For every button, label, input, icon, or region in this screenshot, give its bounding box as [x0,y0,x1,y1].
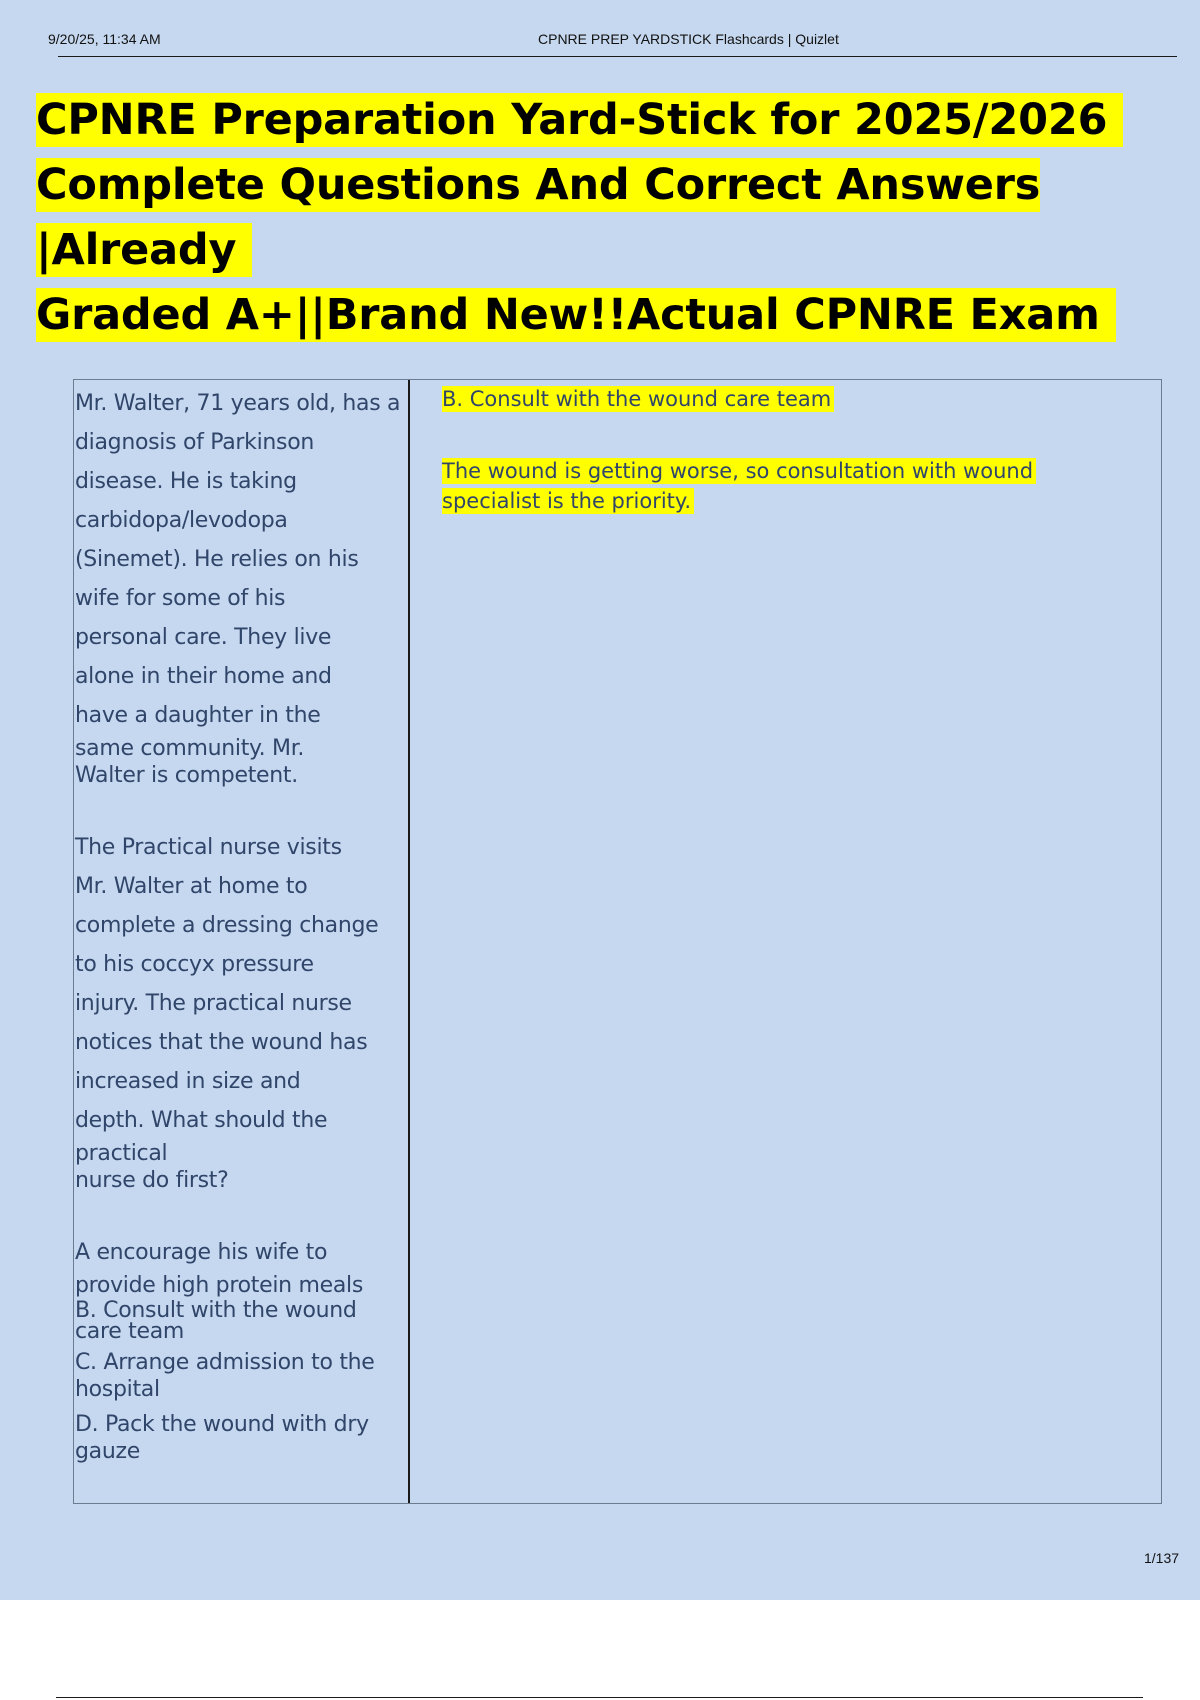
flashcard-definition [410,380,1161,1503]
question-line: notices that the wound has [75,1030,368,1055]
term-line: have a daughter in the [75,703,321,728]
term-line: diagnosis of Parkinson [75,430,315,455]
answer-highlight: B. Consult with the wound care team [442,386,834,412]
title-line-2: Complete Questions And Correct Answers |Already [36,160,1041,275]
rationale-line: specialist is the priority. [442,488,694,514]
option-d-line: D. Pack the wound with dry [75,1412,369,1437]
next-page-divider [56,1697,1143,1698]
option-a-line: A encourage his wife to [75,1240,328,1265]
option-b-line: care team [75,1319,185,1344]
title-line-3: Graded A+||Brand New!!Actual CPNRE Exam [36,288,1116,342]
term-line: Mr. Walter, 71 years old, has a [75,391,401,416]
question-line: nurse do first? [75,1168,229,1193]
page-number: 1/137 [1144,1550,1180,1566]
option-c-line: hospital [75,1377,160,1402]
print-page-title: CPNRE PREP YARDSTICK Flashcards | Quizlet [538,31,839,47]
option-d-line: gauze [75,1439,140,1464]
term-line: wife for some of his [75,586,286,611]
term-line: same community. Mr. [75,736,305,761]
answer-rationale [442,456,1062,516]
term-line: (Sinemet). He relies on his [75,547,359,572]
question-line: injury. The practical nurse [75,991,352,1016]
document-title [36,88,1196,348]
flashcard [73,379,1162,1504]
question-line: Mr. Walter at home to [75,874,308,899]
header-divider [58,56,1177,57]
correct-answer [442,384,834,415]
option-b-line: B. Consult with the wound [75,1298,357,1323]
term-line: Walter is competent. [75,763,298,788]
term-line: carbidopa/levodopa [75,508,288,533]
print-date: 9/20/25, 11:34 AM [48,31,161,47]
question-line: to his coccyx pressure [75,952,314,977]
term-text [75,384,409,1465]
question-line: practical [75,1141,168,1166]
question-line: The Practical nurse visits [75,835,342,860]
term-line: disease. He is taking [75,469,297,494]
option-a-line: provide high protein meals [75,1273,363,1298]
question-line: depth. What should the [75,1108,328,1133]
title-line-1: CPNRE Preparation Yard-Stick for 2025/2026 [36,93,1123,147]
term-line: personal care. They live [75,625,332,650]
option-c-line: C. Arrange admission to the [75,1350,375,1375]
rationale-line: The wound is getting worse, so consultation with wound [442,458,1036,484]
question-line: increased in size and [75,1069,301,1094]
term-line: alone in their home and [75,664,332,689]
flashcard-term [74,380,410,1503]
question-line: complete a dressing change [75,913,379,938]
